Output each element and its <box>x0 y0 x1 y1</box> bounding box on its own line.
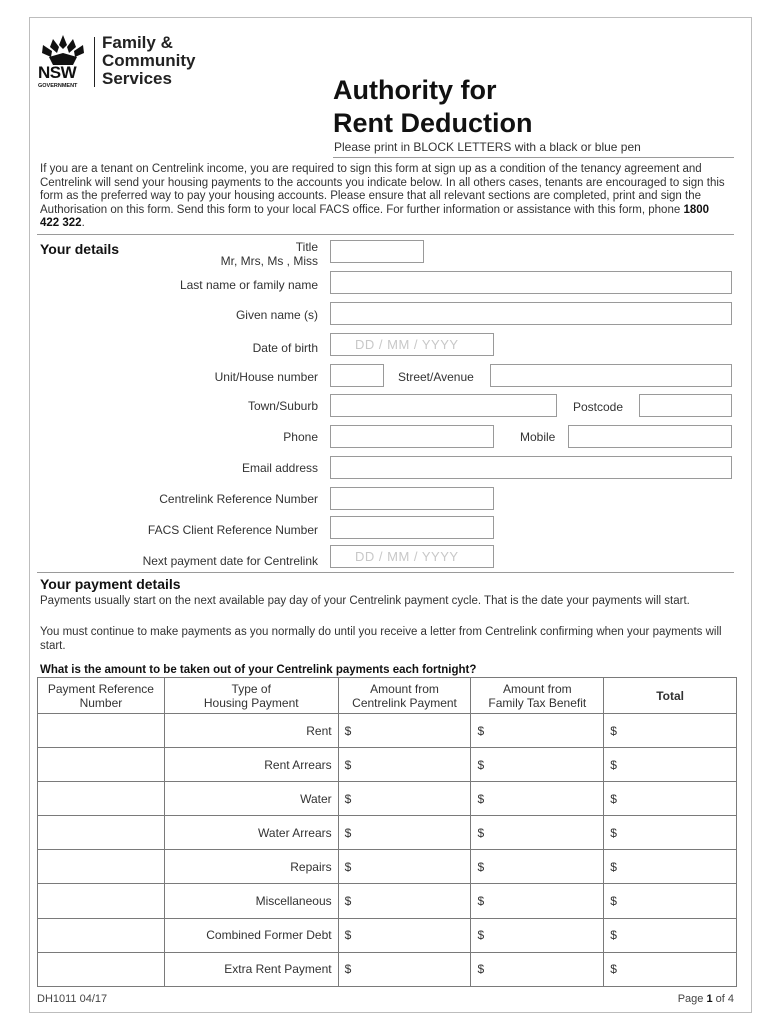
email-label: Email address <box>241 461 318 475</box>
centrelink-amount-cell[interactable]: $ <box>338 714 471 748</box>
col-family-tax-amount: Amount from Family Tax Benefit <box>471 678 604 714</box>
centrelink-ref-field[interactable] <box>330 487 494 510</box>
facs-ref-label: FACS Client Reference Number <box>147 523 318 537</box>
payment-table-header <box>38 678 737 714</box>
total-amount-cell[interactable]: $ <box>604 884 737 918</box>
details-rule <box>37 572 734 573</box>
facs-ref-field[interactable] <box>330 516 494 539</box>
logo-divider <box>94 37 95 87</box>
centrelink-amount-cell[interactable]: $ <box>338 850 471 884</box>
page-indicator: Page 1 of 4 <box>677 993 734 1005</box>
payment-reference-cell[interactable] <box>38 952 165 986</box>
given-name-field[interactable] <box>330 302 732 325</box>
col-payment-reference: Payment Reference Number <box>38 678 165 714</box>
payment-reference-cell[interactable] <box>38 748 165 782</box>
email-field[interactable] <box>330 456 732 479</box>
family-tax-amount-cell[interactable]: $ <box>471 884 604 918</box>
centrelink-amount-cell[interactable]: $ <box>338 884 471 918</box>
housing-payment-type: Extra Rent Payment <box>164 952 338 986</box>
col-housing-payment-type: Type of Housing Payment <box>164 678 338 714</box>
housing-payment-type: Repairs <box>164 850 338 884</box>
total-amount-cell[interactable]: $ <box>604 816 737 850</box>
total-amount-cell[interactable]: $ <box>604 714 737 748</box>
dob-placeholder: DD / MM / YYYY <box>355 337 459 352</box>
centrelink-amount-cell[interactable]: $ <box>338 816 471 850</box>
total-amount-cell[interactable]: $ <box>604 850 737 884</box>
payment-para-2: You must continue to make payments as you normally do until you receive a letter from Centrelink confirming when your payments will start. <box>40 626 722 652</box>
table-row <box>38 918 737 952</box>
payment-reference-cell[interactable] <box>38 884 165 918</box>
family-tax-amount-cell[interactable]: $ <box>471 748 604 782</box>
housing-payment-type: Miscellaneous <box>164 884 338 918</box>
gov-sub: GOVERNMENT <box>38 83 78 89</box>
family-tax-amount-cell[interactable]: $ <box>471 782 604 816</box>
payment-details-heading: Your payment details <box>40 576 181 592</box>
mobile-field[interactable] <box>568 425 732 448</box>
table-row <box>38 850 737 884</box>
table-row <box>38 952 737 986</box>
intro-rule <box>37 234 734 235</box>
waratah-icon <box>37 33 89 67</box>
given-name-label: Given name (s) <box>235 308 318 322</box>
payment-reference-cell[interactable] <box>38 850 165 884</box>
form-title <box>333 74 533 140</box>
next-payment-placeholder: DD / MM / YYYY <box>355 549 459 564</box>
dept-line-3: Services <box>102 69 172 88</box>
col-centrelink-amount: Amount from Centrelink Payment <box>338 678 471 714</box>
your-details-heading: Your details <box>40 241 120 257</box>
centrelink-ref-label: Centrelink Reference Number <box>159 492 318 506</box>
street-field[interactable] <box>490 364 732 387</box>
last-name-label: Last name or family name <box>179 278 318 292</box>
dept-line-2: Community <box>102 51 196 70</box>
table-row <box>38 782 737 816</box>
housing-payment-type: Rent Arrears <box>164 748 338 782</box>
town-field[interactable] <box>330 394 557 417</box>
table-row <box>38 714 737 748</box>
total-amount-cell[interactable]: $ <box>604 952 737 986</box>
total-amount-cell[interactable]: $ <box>604 748 737 782</box>
phone-field[interactable] <box>330 425 494 448</box>
payment-reference-cell[interactable] <box>38 782 165 816</box>
intro-body: If you are a tenant on Centrelink income, you are required to sign this form at sign up as a condition of the tenancy agreement and Centrelink will send your housing payments to the accounts you indicate below. In all others cases, tenants are encouraged to sign this form as the preferred way to pay your housing accounts. Please ensure that all relevant sections are completed, print and sign the Authorisation on this form. Send this form to your local FACS office. For further information or assistance with this form, phone <box>40 163 725 216</box>
payment-question: What is the amount to be taken out of your Centrelink payments each fortnight? <box>40 664 477 676</box>
nsw-logo <box>37 33 89 89</box>
centrelink-amount-cell[interactable]: $ <box>338 782 471 816</box>
form-code: DH1011 04/17 <box>37 993 108 1005</box>
housing-payment-type: Combined Former Debt <box>164 918 338 952</box>
housing-payment-type: Water Arrears <box>164 816 338 850</box>
town-label: Town/Suburb <box>247 399 318 413</box>
table-row <box>38 884 737 918</box>
title-field[interactable] <box>330 240 424 263</box>
postcode-label: Postcode <box>573 400 624 414</box>
unit-label: Unit/House number <box>214 370 318 384</box>
title-label: Title <box>295 240 318 254</box>
title-line-2: Rent Deduction <box>333 108 533 138</box>
family-tax-amount-cell[interactable]: $ <box>471 714 604 748</box>
payment-table <box>37 677 737 987</box>
centrelink-amount-cell[interactable]: $ <box>338 918 471 952</box>
next-payment-label: Next payment date for Centrelink <box>142 554 318 568</box>
form-subtitle: Please print in BLOCK LETTERS with a black or blue pen <box>334 140 641 154</box>
table-row <box>38 748 737 782</box>
title-line-1: Authority for <box>333 75 497 105</box>
gov-name: NSW <box>38 63 77 82</box>
intro-text <box>40 163 730 231</box>
postcode-field[interactable] <box>639 394 732 417</box>
title-rule <box>333 157 734 158</box>
col-total: Total <box>604 678 737 714</box>
intro-tail: . <box>81 217 85 230</box>
payment-reference-cell[interactable] <box>38 918 165 952</box>
table-row <box>38 816 737 850</box>
department-name <box>102 34 196 88</box>
last-name-field[interactable] <box>330 271 732 294</box>
family-tax-amount-cell[interactable]: $ <box>471 918 604 952</box>
centrelink-amount-cell[interactable]: $ <box>338 748 471 782</box>
dob-label: Date of birth <box>252 341 318 355</box>
payment-reference-cell[interactable] <box>38 714 165 748</box>
title-options: Mr, Mrs, Ms , Miss <box>220 254 318 268</box>
housing-payment-type: Rent <box>164 714 338 748</box>
total-amount-cell[interactable]: $ <box>604 782 737 816</box>
payment-para-1: Payments usually start on the next available pay day of your Centrelink payment cycle. That is the date your payments will start. <box>40 595 690 607</box>
family-tax-amount-cell[interactable]: $ <box>471 816 604 850</box>
dept-line-1: Family & <box>102 33 173 52</box>
intro-phone: 1800 422 322 <box>40 203 710 230</box>
mobile-label: Mobile <box>520 430 556 444</box>
total-amount-cell[interactable]: $ <box>604 918 737 952</box>
centrelink-amount-cell[interactable]: $ <box>338 952 471 986</box>
phone-label: Phone <box>283 430 318 444</box>
street-label: Street/Avenue <box>398 370 474 384</box>
family-tax-amount-cell[interactable]: $ <box>471 952 604 986</box>
family-tax-amount-cell[interactable]: $ <box>471 850 604 884</box>
housing-payment-type: Water <box>164 782 338 816</box>
payment-reference-cell[interactable] <box>38 816 165 850</box>
unit-field[interactable] <box>330 364 384 387</box>
